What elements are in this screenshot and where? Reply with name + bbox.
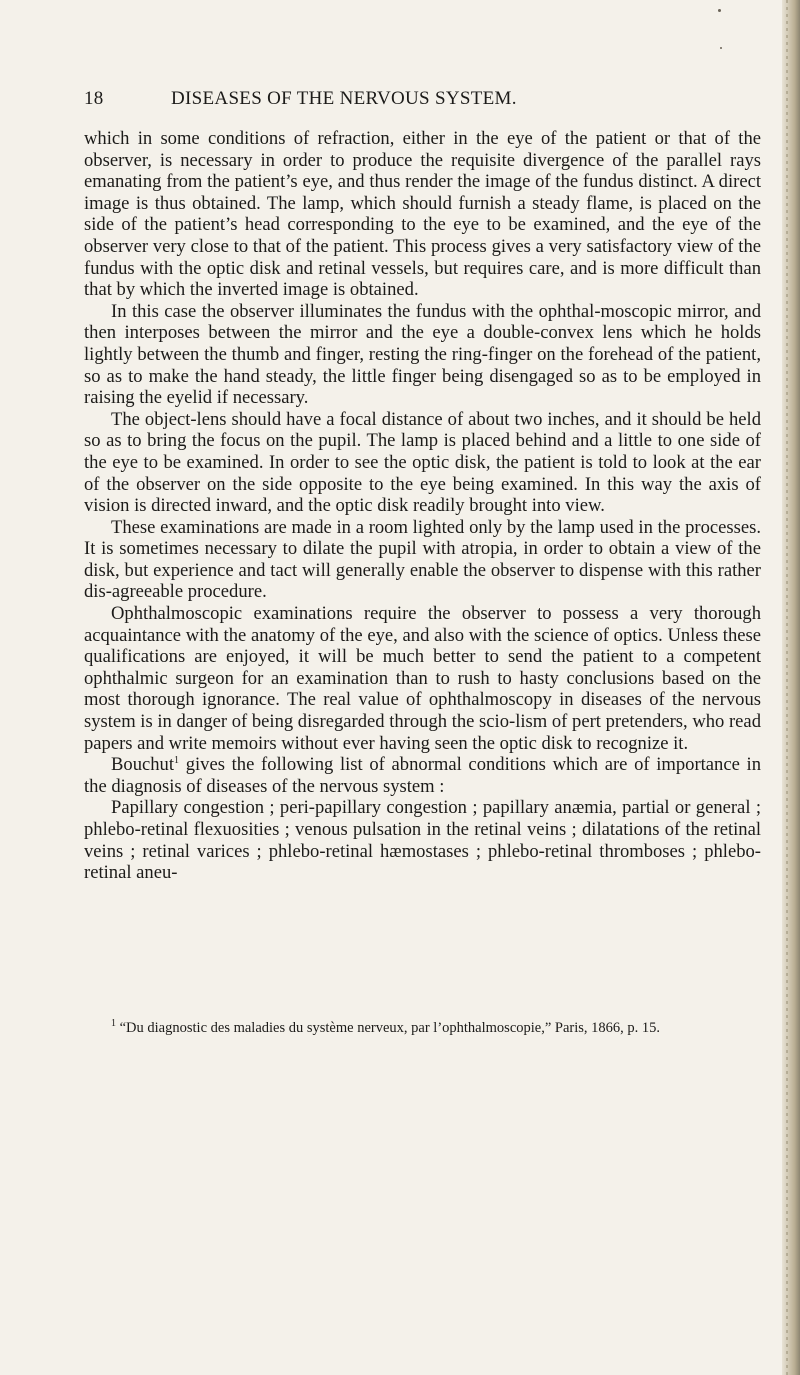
- footnote: [84, 1019, 761, 1037]
- paragraph: These examinations are made in a room lighted only by the lamp used in the processes. It is sometimes necessary to dilate the pupil with atropia, in order to obtain a view of the disk, but experience and tact will generally enable the observer to dispense with this rather dis-agreeable procedure.: [84, 516, 761, 603]
- running-title: DISEASES OF THE NERVOUS SYSTEM.: [171, 88, 517, 109]
- paragraph: which in some conditions of refraction, either in the eye of the patient or that of the observer, is necessary in order to produce the requisite divergence of the parallel rays emanating from the patient’s eye, and thus render the image of the fundus distinct. A direct image is thus obtained. The lamp, which should furnish a steady flame, is placed on the side of the patient’s head corresponding to the eye to be examined, and the eye of the observer very close to that of the patient. This process gives a very satisfactory view of the fundus with the optic disk and retinal vessels, but requires care, and is more difficult than that by which the inverted image is obtained.: [84, 128, 761, 301]
- bouchut-text: gives the following list of abnormal conditions which are of importance in the diagnosis of diseases of the nervous system :: [84, 754, 761, 797]
- page-header: [84, 88, 764, 116]
- page-number: 18: [84, 88, 104, 109]
- footnote-marker: 1: [111, 1018, 116, 1030]
- paragraph: In this case the observer illuminates the fundus with the ophthal-moscopic mirror, and then interposes between the mirror and the eye a double-convex lens which he holds lightly between the thumb and finger, resting the ring-finger on the forehead of the patient, so as to make the hand steady, the little finger being disengaged so as to be employed in raising the eyelid if necessary.: [84, 300, 761, 409]
- footnote-text: “Du diagnostic des maladies du système nerveux, par l’ophthalmoscopie,” Paris, 1866, p. 15.: [119, 1020, 661, 1036]
- print-speck: [720, 47, 722, 49]
- paragraph: Ophthalmoscopic examinations require the observer to possess a very thorough acquaintance with the anatomy of the eye, and also with the science of optics. Unless these qualifications are enjoyed, it will be much better to send the patient to a competent ophthalmic surgeon for an examination than to rush to hasty conclusions based on the most thorough ignorance. The real value of ophthalmoscopy in diseases of the nervous system is in danger of being disregarded through the scio-lism of pert pretenders, who read papers and write memoirs without ever having seen the optic disk to recognize it.: [84, 603, 761, 754]
- footnote-reference: 1: [174, 755, 180, 767]
- body-text: [84, 128, 761, 884]
- print-speck: [718, 9, 721, 12]
- paragraph-bouchut: [84, 754, 761, 797]
- paragraph-conditions-list: Papillary congestion ; peri-papillary congestion ; papillary anæmia, partial or general ; phlebo-retinal flexuosities ; venous pulsation in the retinal veins ; dilatations of the retinal veins ; retinal varices ; phlebo-retinal hæmostases ; phlebo-retinal thromboses ; phlebo-retinal aneu-: [84, 797, 761, 884]
- bouchut-name: Bouchut: [111, 754, 175, 776]
- page-edge-shadow: [782, 0, 800, 1375]
- paragraph: The object-lens should have a focal distance of about two inches, and it should be held so as to bring the focus on the pupil. The lamp is placed behind and a little to one side of the eye to be examined. In order to see the optic disk, the patient is told to look at the ear of the observer on the side opposite to the eye being examined. In this way the axis of vision is directed inward, and the optic disk readily brought into view.: [84, 408, 761, 517]
